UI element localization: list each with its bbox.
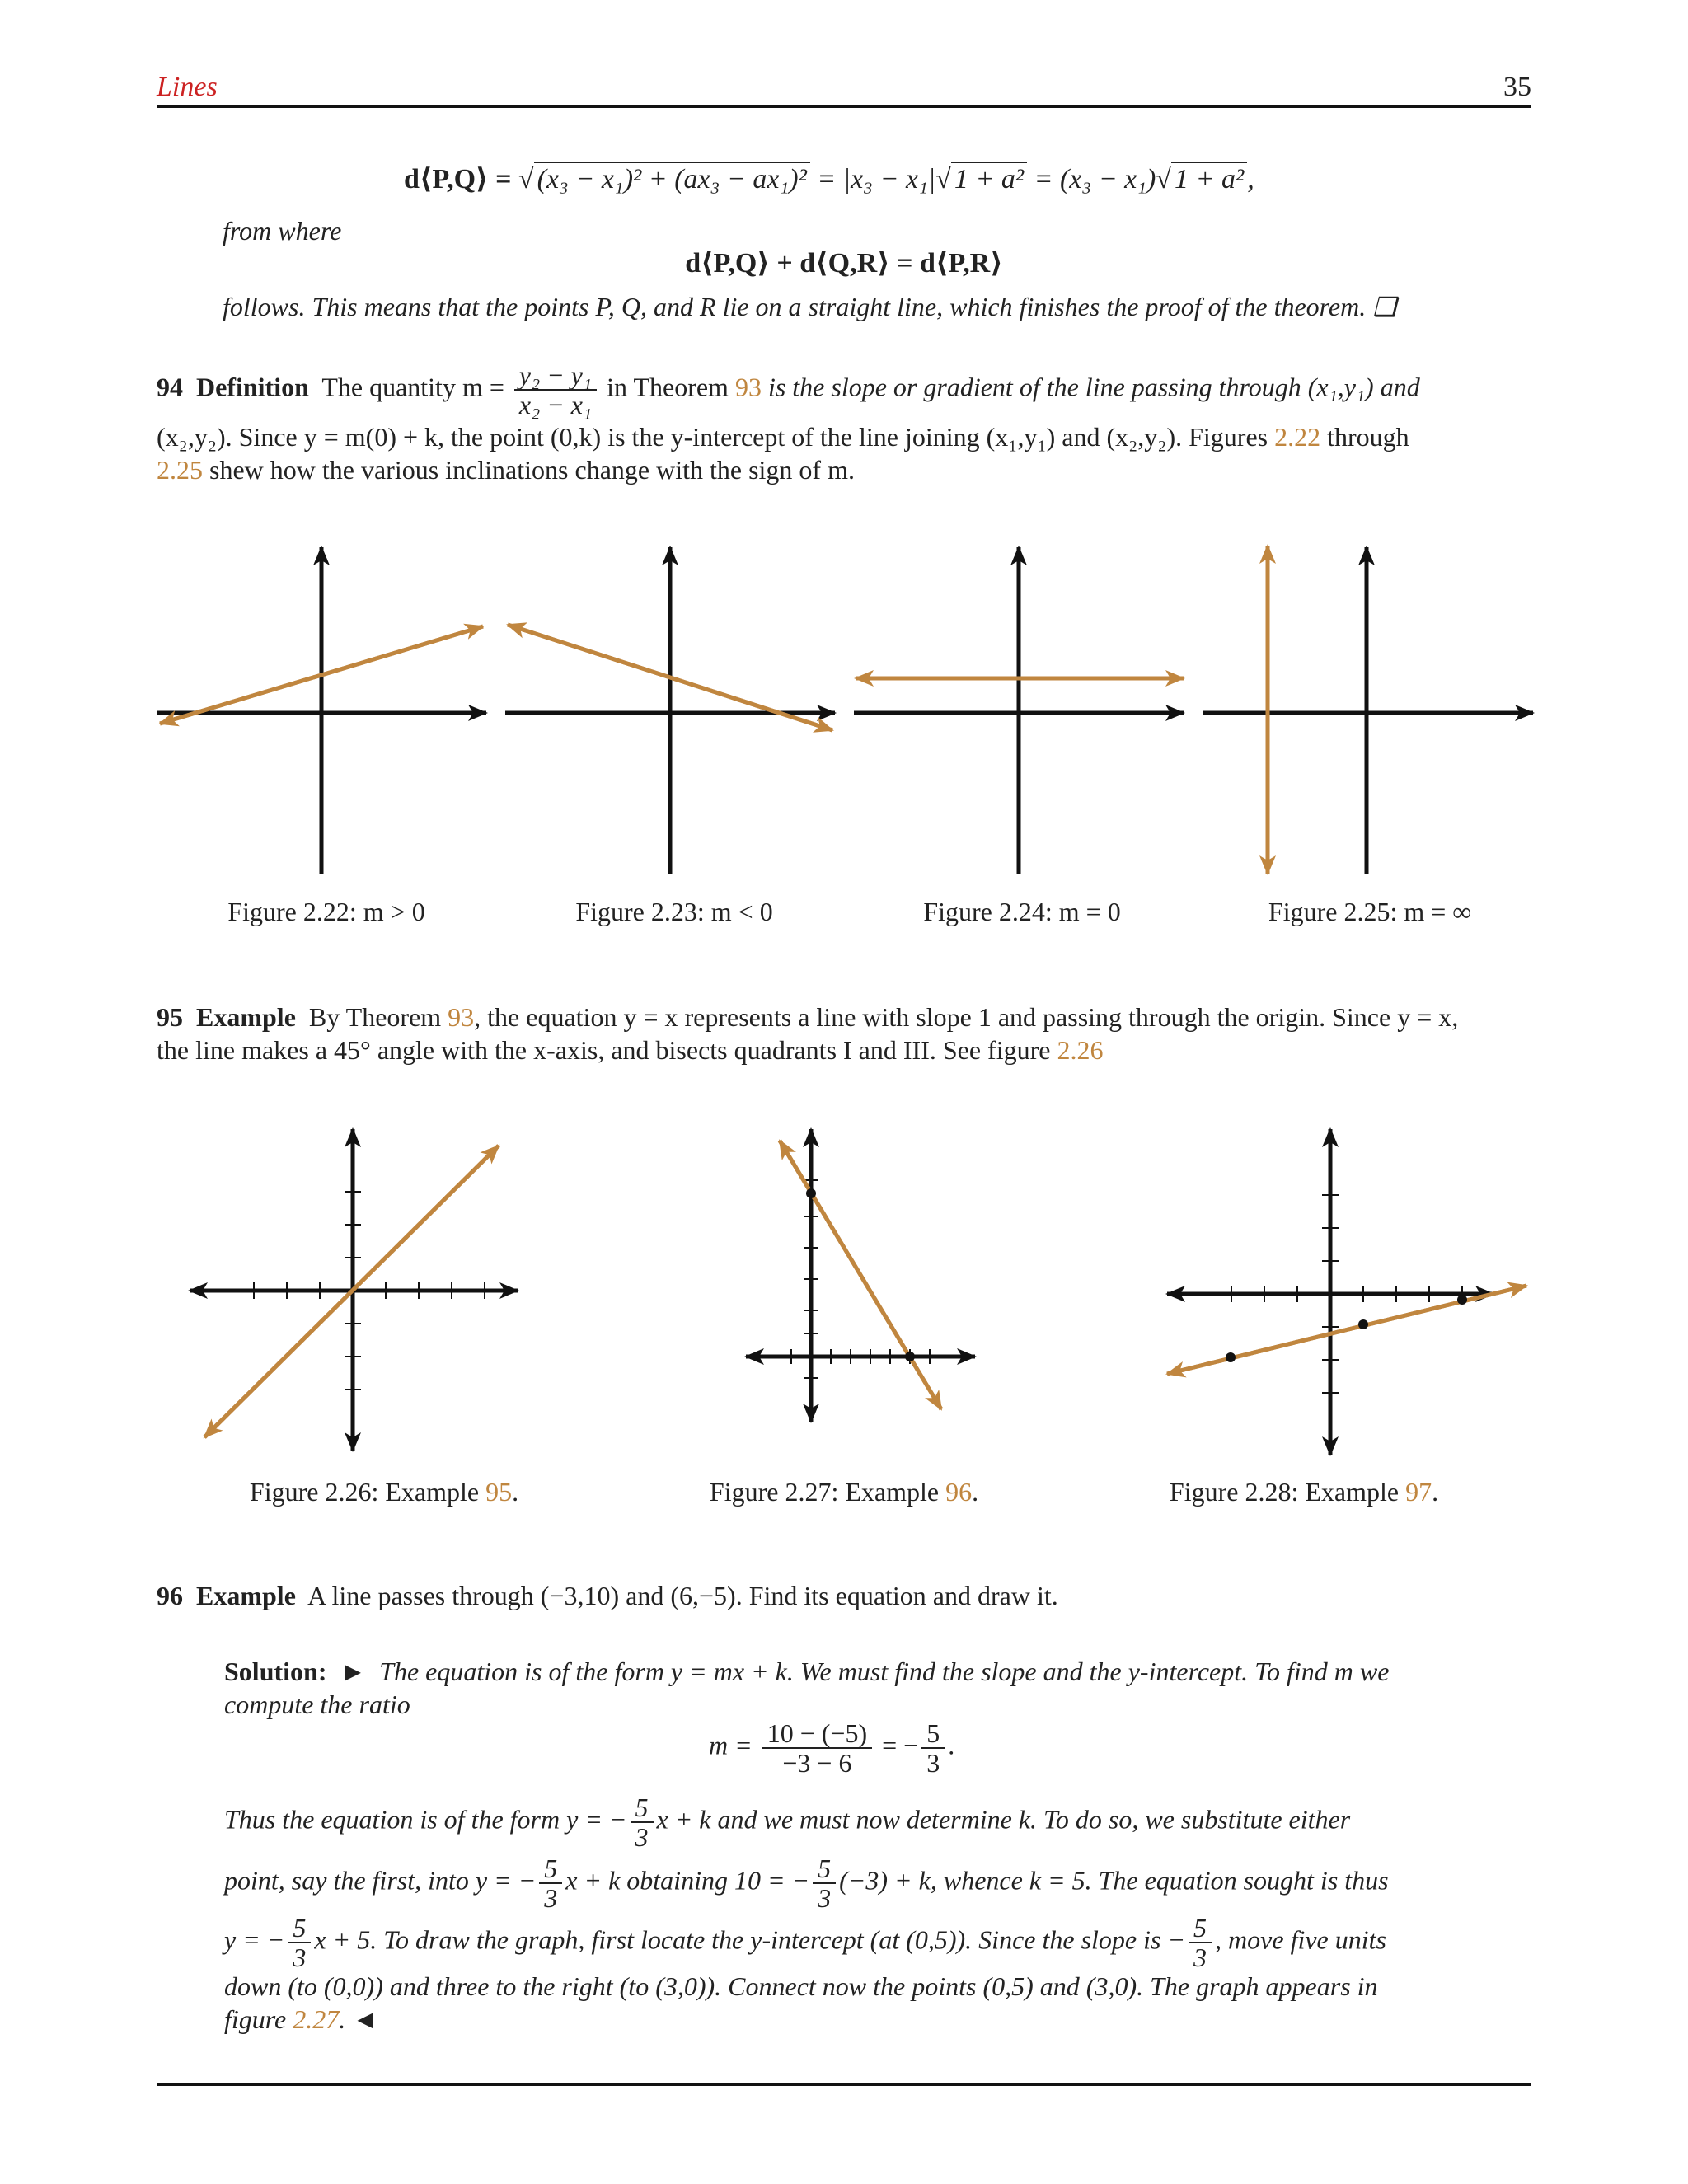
caption-figure-2-24: Figure 2.24: m = 0 xyxy=(923,897,1121,926)
example-95: 95 Example By Theorem 93, the equation y = x represents a line with slope 1 and passing through the origin. Since y = x, xyxy=(157,1002,1459,1032)
example-95-line2: the line makes a 45° angle with the x-axis, and bisects quadrants I and III. See figure 2.26 xyxy=(157,1035,1104,1065)
figure-link[interactable]: 2.26 xyxy=(1057,1035,1104,1065)
caption-figure-2-23: Figure 2.23: m < 0 xyxy=(575,897,773,926)
footer-rule xyxy=(157,2083,1531,2086)
figure-2-26 xyxy=(190,1129,518,1451)
figure-link[interactable]: 2.25 xyxy=(157,455,203,485)
header-rule xyxy=(157,105,1531,108)
slope-ratio-equation: m = $\frac{10 - (-5)}{-3 - 6}$ = − $\frac{5}{3}$ . xyxy=(709,1718,955,1778)
solution-end-icon: . ◄ xyxy=(339,2004,378,2034)
definition-94-line3: 2.25 shew how the various inclinations change with the sign of m. xyxy=(157,455,855,485)
solution-line7: figure 2.27. ◄ xyxy=(224,2004,378,2034)
figure-link[interactable]: 2.22 xyxy=(1274,422,1321,452)
example-link[interactable]: 96 xyxy=(945,1477,973,1507)
example-link[interactable]: 95 xyxy=(485,1477,513,1507)
caption-figure-2-28: Figure 2.28: Example 97. xyxy=(1169,1477,1439,1507)
caption-figure-2-25: Figure 2.25: m = ∞ xyxy=(1268,897,1472,926)
from-where-text: from where xyxy=(223,216,342,246)
figure-2-28 xyxy=(1167,1129,1526,1455)
caption-figure-2-27: Figure 2.27: Example 96. xyxy=(709,1477,979,1507)
theorem-link[interactable]: 93 xyxy=(448,1002,475,1032)
figures-examples xyxy=(148,1121,1541,1467)
proof-conclusion: follows. This means that the points P, Q, and R lie on a straight line, which finishes the proof of the theorem. ❑ xyxy=(223,292,1396,321)
figure-2-23 xyxy=(505,547,835,874)
figures-slope-signs xyxy=(148,536,1541,890)
solution-line3: Thus the equation is of the form y = − $\frac{5}{3}$ x + k and we must now determine k. To do so, we substitute either xyxy=(224,1793,1351,1852)
figure-2-22 xyxy=(157,547,486,874)
display-equation-distance: d⟨P,Q⟩ = √ (x₃ − x₁)² + (ax₃ − ax₁)² = |x₃ − x₁|√ 1 + a² = (x₃ − x₁)√ 1 + a² , xyxy=(404,162,1254,196)
caption-figure-2-22: Figure 2.22: m > 0 xyxy=(227,897,425,926)
page-number: 35 xyxy=(1503,72,1531,102)
solution-line4: point, say the first, into y = − $\frac{5}{3}$ x + k obtaining 10 = − $\frac{5}{3}$ (−3) + k, whence k = 5. The equation sought is thus xyxy=(224,1854,1389,1913)
theorem-link[interactable]: 93 xyxy=(734,372,762,402)
example-link[interactable]: 97 xyxy=(1405,1477,1432,1507)
figure-2-24 xyxy=(854,547,1184,874)
definition-94: 94 Definition The quantity m = $\frac{\text{y₂ − y₁}}{\text{x₂ − x₁}}$ in Theorem 93 is the slope or gradient of the line passing through (x₁,y₁) and xyxy=(157,360,1420,419)
figure-link[interactable]: 2.27 xyxy=(293,2004,340,2034)
running-head: Lines xyxy=(157,72,218,102)
display-equation-sum: d⟨P,Q⟩ + d⟨Q,R⟩ = d⟨P,R⟩ xyxy=(685,248,1003,279)
figure-2-27 xyxy=(746,1129,975,1422)
solution-line5: y = − $\frac{5}{3}$ x + 5. To draw the graph, first locate the y-intercept (at (0,5)). Since the slope is − $\frac{5}{3}$ , move five units xyxy=(224,1913,1386,1972)
solution-line6: down (to (0,0)) and three to the right (to (3,0)). Connect now the points (0,5) and (3,0). The graph appears in xyxy=(224,1971,1378,2001)
definition-94-line2: (x₂,y₂). Since y = m(0) + k, the point (0,k) is the y-intercept of the line joining (x₁,y₁) and (x₂,y₂). Figures 2.22 through xyxy=(157,422,1409,452)
example-96: 96 Example A line passes through (−3,10) and (6,−5). Find its equation and draw it. xyxy=(157,1581,1058,1610)
caption-figure-2-26: Figure 2.26: Example 95. xyxy=(249,1477,519,1507)
solution-start-icon: ► xyxy=(340,1657,367,1686)
solution-line1: Solution: ► The equation is of the form y = mx + k. We must find the slope and the y-intercept. To find m we xyxy=(224,1657,1390,1686)
solution-line2: compute the ratio xyxy=(224,1690,410,1719)
figure-2-25 xyxy=(1203,546,1533,874)
